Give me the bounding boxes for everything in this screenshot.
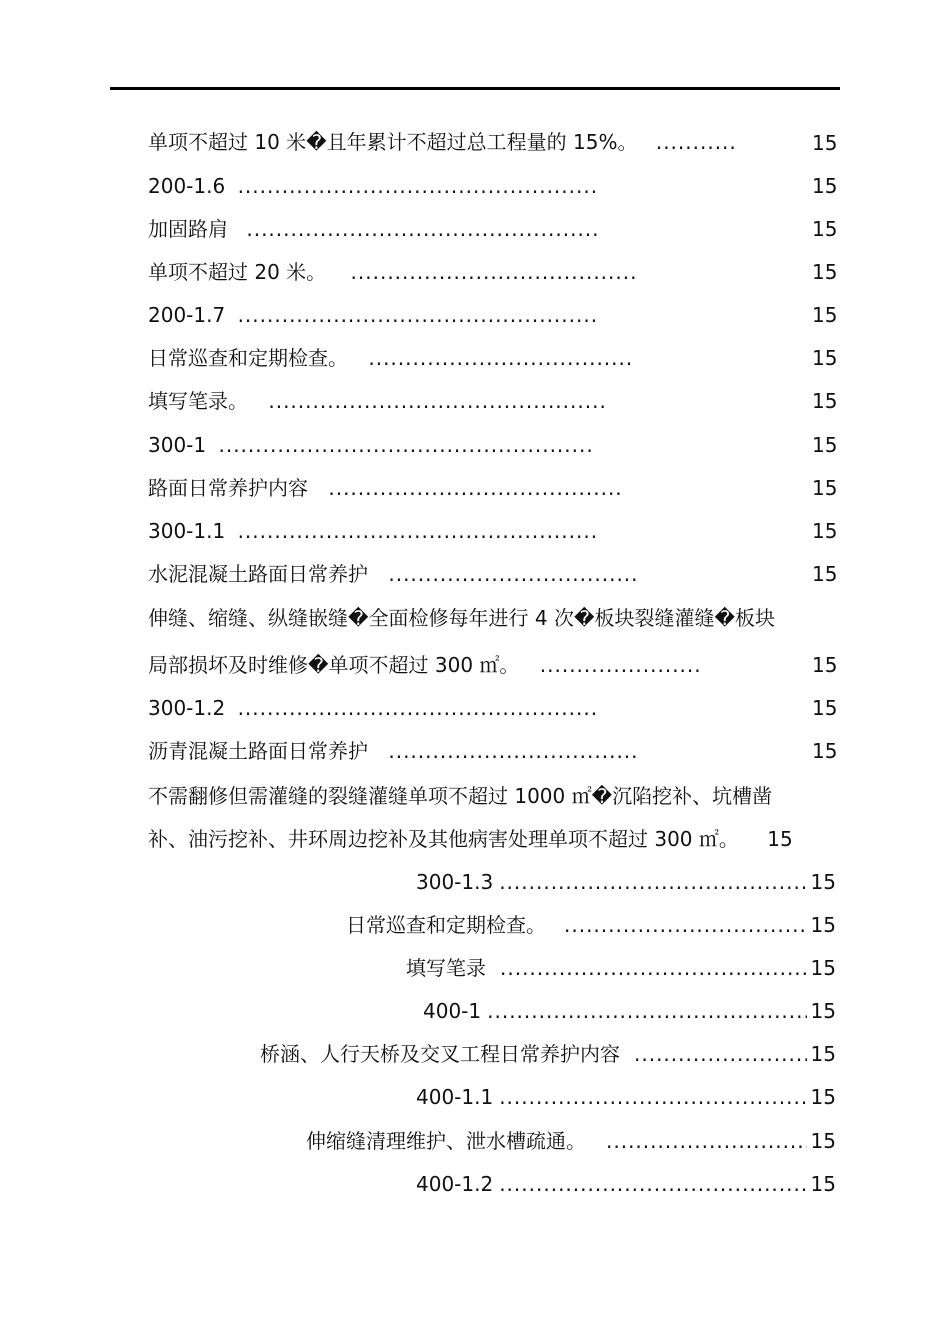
toc-leader-dots: .................................................: [237, 519, 599, 543]
toc-entry-text-line1: 伸缝、缩缝、纵缝嵌缝�全面检修每年进行 4 次�板块裂缝灌缝�板块: [148, 606, 775, 630]
toc-page-number: 15: [812, 476, 838, 500]
toc-page-number: 15: [812, 303, 838, 327]
toc-page-number: 15: [812, 260, 838, 284]
toc-leader-dots: .................................................: [237, 303, 599, 327]
toc-entry-text: 路面日常养护内容: [148, 476, 308, 500]
toc-leader-dots: ......................: [539, 653, 702, 677]
toc-entry[interactable]: [306, 1128, 836, 1154]
toc-page-number: 15: [810, 1085, 836, 1109]
toc-page-number: 15: [810, 999, 836, 1023]
toc-page-number: 15: [812, 519, 838, 543]
toc-page-number: 15: [767, 827, 793, 851]
toc-entry[interactable]: [416, 1171, 836, 1197]
toc-leader-dots: ...................................................: [218, 433, 594, 457]
toc-entry-text: 200-1.7: [148, 303, 226, 327]
toc-entry[interactable]: [416, 1084, 836, 1110]
toc-page-number: 15: [810, 913, 836, 937]
toc-entry-text: 水泥混凝土路面日常养护: [148, 562, 368, 586]
toc-page-number: 15: [810, 1042, 836, 1066]
toc-page-number: 15: [812, 433, 838, 457]
toc-page-number: 15: [812, 696, 838, 720]
header-rule: [110, 87, 840, 90]
toc-leader-dots: [487, 998, 806, 1024]
toc-leader-dots: [606, 1128, 807, 1154]
toc-page-number: 15: [812, 653, 838, 677]
toc-entry-text: 400-1.2: [416, 1172, 494, 1196]
toc-page-number: 15: [812, 131, 838, 155]
toc-entry-text: 200-1.6: [148, 174, 226, 198]
toc-entry-text: 单项不超过 10 米�且年累计不超过总工程量的 15%。: [148, 130, 638, 154]
toc-leader-dots: [564, 912, 807, 938]
toc-entry-text-line2: 局部损坏及时维修�单项不超过 300 ㎡。: [148, 653, 520, 677]
toc-page-number: 15: [810, 956, 836, 980]
toc-entry-text: 单项不超过 20 米。: [148, 260, 327, 284]
toc-leader-dots: .................................................: [237, 174, 599, 198]
toc-entry[interactable]: [406, 955, 836, 981]
toc-leader-dots: ................................................: [246, 217, 600, 241]
toc-leader-dots: [499, 869, 806, 895]
toc-entry-text: 300-1.3: [416, 870, 494, 894]
toc-leader-dots: [499, 1084, 806, 1110]
toc-entry-text: 桥涵、人行天桥及交叉工程日常养护内容: [260, 1042, 620, 1066]
toc-page-number: 15: [812, 562, 838, 586]
toc-leader-dots: [634, 1041, 807, 1067]
toc-entry[interactable]: [416, 869, 836, 895]
toc-entry-text: 300-1: [148, 433, 207, 457]
toc-entry-text: 加固路肩: [148, 217, 228, 241]
toc-page-number: 15: [810, 1129, 836, 1153]
toc-entry-text: 300-1.2: [148, 696, 226, 720]
toc-page-number: 15: [812, 217, 838, 241]
toc-entry-text: 400-1.1: [416, 1085, 494, 1109]
toc-page-number: 15: [810, 1172, 836, 1196]
toc-leader-dots: ..................................: [388, 739, 639, 763]
toc-entry-text: 伸缩缝清理维护、泄水槽疏通。: [306, 1129, 586, 1153]
toc-leader-dots: .................................................: [237, 696, 599, 720]
toc-page-number: 15: [812, 739, 838, 763]
toc-entry-text: 日常巡查和定期检查。: [346, 913, 546, 937]
toc-entry[interactable]: [423, 998, 836, 1024]
toc-leader-dots: [500, 955, 807, 981]
toc-entry-text: 400-1: [423, 999, 482, 1023]
toc-page-number: 15: [812, 346, 838, 370]
toc-page-number: 15: [810, 870, 836, 894]
toc-entry-text: 日常巡查和定期检查。: [148, 346, 348, 370]
toc-entry-text: 300-1.1: [148, 519, 226, 543]
toc-entry[interactable]: [260, 1041, 836, 1067]
toc-leader-dots: ....................................: [368, 346, 634, 370]
toc-entry-text-line1: 不需翻修但需灌缝的裂缝灌缝单项不超过 1000 ㎡�沉陷挖补、坑槽凿: [148, 784, 773, 808]
toc-leader-dots: [499, 1171, 806, 1197]
toc-leader-dots: ........................................: [328, 476, 623, 500]
toc-leader-dots: .......................................: [350, 260, 638, 284]
toc-leader-dots: ..................................: [388, 562, 639, 586]
toc-page-number: 15: [812, 389, 838, 413]
toc-leader-dots: ...........: [655, 130, 737, 154]
toc-entry-text-line2: 补、油污挖补、井环周边挖补及其他病害处理单项不超过 300 ㎡。: [148, 827, 739, 851]
toc-entry-text: 沥青混凝土路面日常养护: [148, 739, 368, 763]
toc-entry-text: 填写笔录。: [148, 389, 248, 413]
toc-page-number: 15: [812, 174, 838, 198]
toc-entry[interactable]: [346, 912, 836, 938]
toc-leader-dots: ..............................................: [268, 389, 607, 413]
toc-entry-text: 填写笔录: [406, 956, 486, 980]
